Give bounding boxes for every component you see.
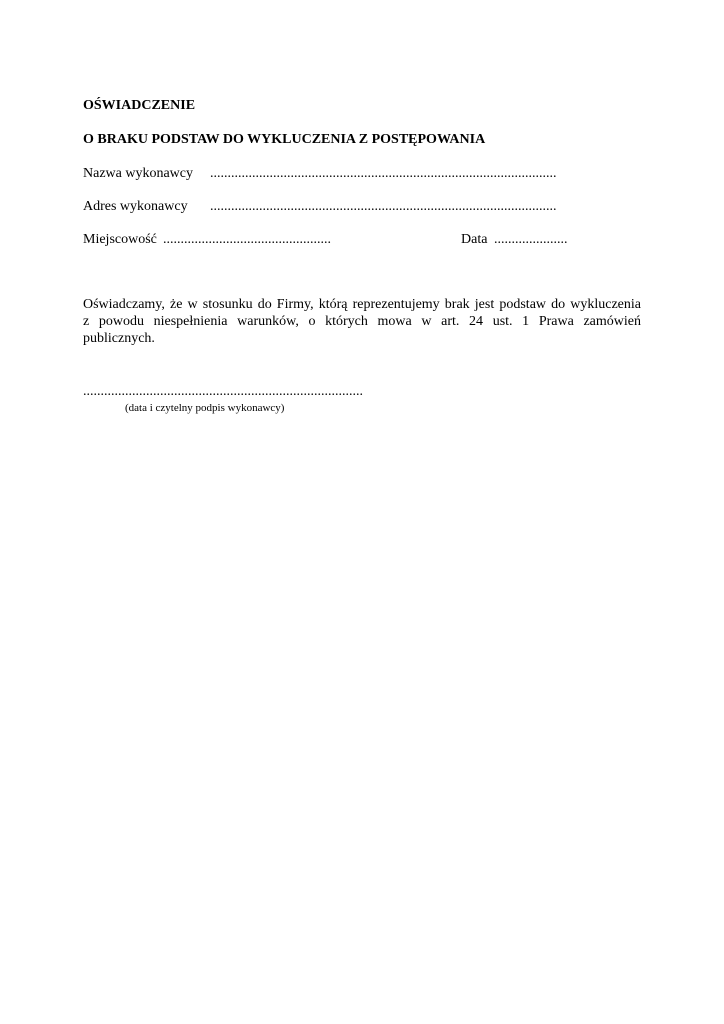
statement-paragraph (83, 296, 641, 347)
place-field: ................................................ (163, 232, 331, 247)
place-label: Miejscowość (83, 232, 157, 247)
statement-line: Oświadczamy, że w stosunku do Firmy, którą reprezentujemy brak jest podstaw do wykluczenia (83, 297, 641, 312)
document-subtitle: O BRAKU PODSTAW DO WYKLUCZENIA Z POSTĘPOWANIA (83, 132, 486, 147)
statement-line: z powodu niespełnienia warunków, o których mowa w art. 24 ust. 1 Prawa zamówień (83, 314, 641, 329)
date-label: Data (461, 232, 488, 247)
signature-line: ................................................................................ (83, 384, 363, 399)
contractor-address-field: ................................................................................................... (210, 199, 557, 214)
statement-line: publicznych. (83, 331, 155, 346)
contractor-name-field: ................................................................................................... (210, 166, 557, 181)
document-title: OŚWIADCZENIE (83, 98, 196, 113)
contractor-address-label: Adres wykonawcy (83, 199, 188, 214)
contractor-name-label: Nazwa wykonawcy (83, 166, 194, 181)
date-field: ..................... (494, 232, 568, 247)
signature-caption: (data i czytelny podpis wykonawcy) (125, 402, 285, 414)
